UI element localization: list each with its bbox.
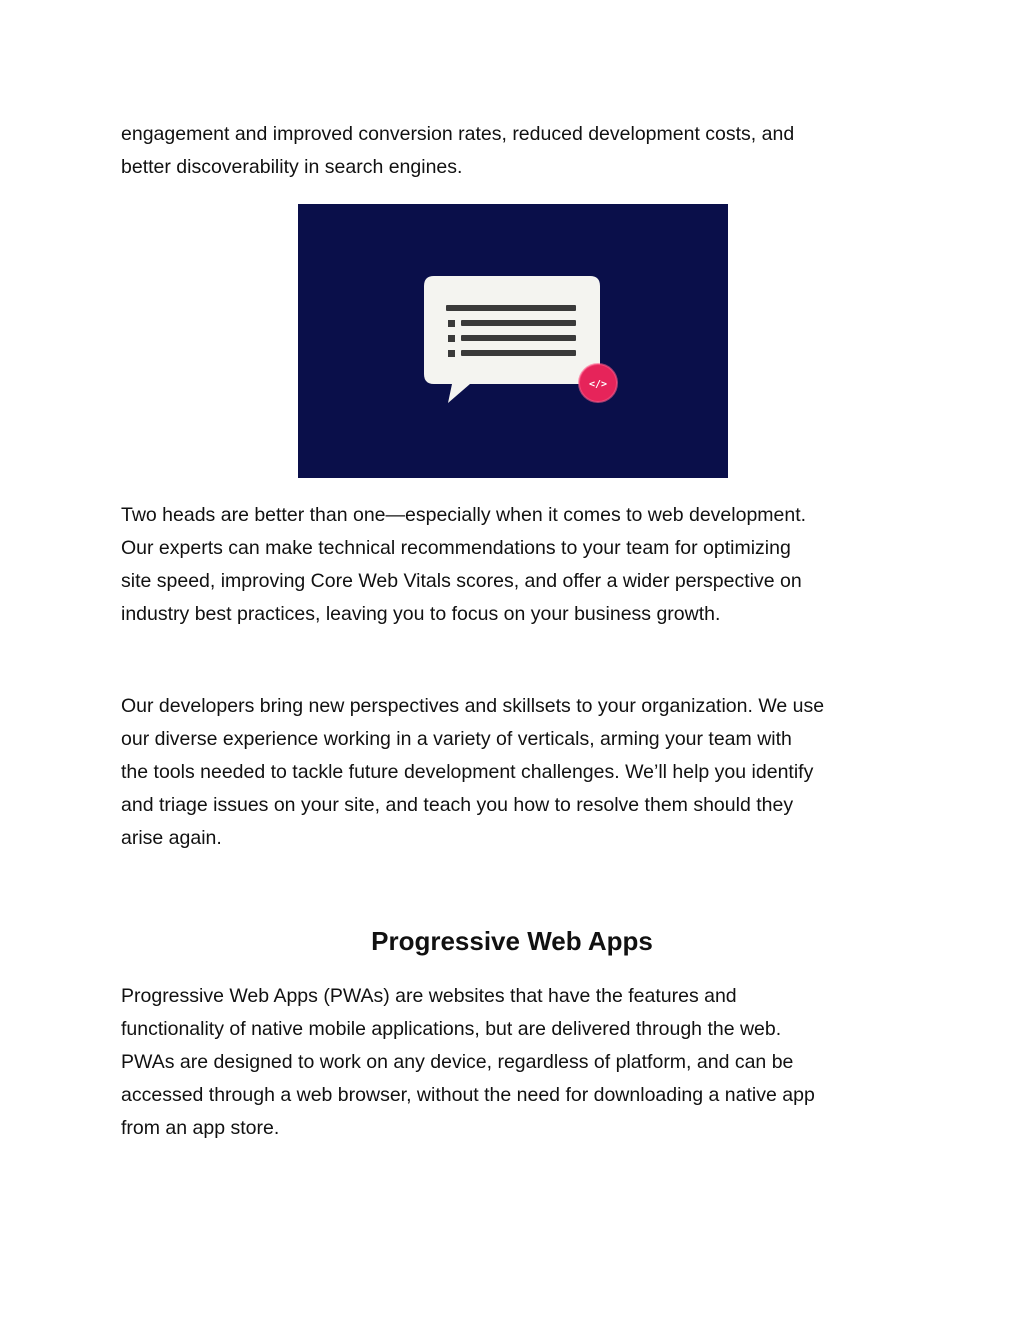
bubble-line <box>446 305 576 311</box>
bubble-bullet <box>448 335 455 342</box>
paragraph-line: arise again. <box>121 827 222 849</box>
intro-paragraph <box>121 118 911 184</box>
chat-bubble-list-icon <box>424 276 600 403</box>
bubble-bullet <box>448 350 455 357</box>
paragraph-line: engagement and improved conversion rates, reduced development costs, and <box>121 123 795 145</box>
paragraph-line: Progressive Web Apps (PWAs) are websites that have the features and <box>121 985 737 1007</box>
paragraph-line: the tools needed to tackle future development challenges. We’ll help you identify <box>121 761 814 783</box>
paragraph-line: our diverse experience working in a variety of verticals, arming your team with <box>121 728 792 750</box>
chat-bubble-illustration <box>298 204 728 478</box>
code-badge-icon <box>579 364 617 402</box>
pwa-heading: Progressive Web Apps <box>371 926 653 956</box>
bubble-bullet <box>448 320 455 327</box>
paragraph-line: accessed through a web browser, without the need for downloading a native app <box>121 1084 815 1106</box>
bubble-line <box>461 350 576 356</box>
paragraph-line: and triage issues on your site, and teach you how to resolve them should they <box>121 794 794 816</box>
code-badge-text: </> <box>588 379 608 390</box>
paragraph-line: functionality of native mobile applications, but are delivered through the web. <box>121 1018 782 1040</box>
paragraph-line: PWAs are designed to work on any device, regardless of platform, and can be <box>121 1051 794 1073</box>
paragraph-line: Our experts can make technical recommendations to your team for optimizing <box>121 537 791 559</box>
experts-paragraph <box>121 499 911 631</box>
pwa-paragraph <box>121 980 911 1145</box>
bubble-line <box>461 335 576 341</box>
paragraph-line: Our developers bring new perspectives and skillsets to your organization. We use <box>121 695 825 717</box>
bubble-line <box>461 320 576 326</box>
paragraph-line: site speed, improving Core Web Vitals scores, and offer a wider perspective on <box>121 570 802 592</box>
paragraph-line: industry best practices, leaving you to focus on your business growth. <box>121 603 721 625</box>
paragraph-line: from an app store. <box>121 1117 280 1139</box>
paragraph-line: Two heads are better than one—especially when it comes to web development. <box>121 504 807 526</box>
paragraph-line: better discoverability in search engines. <box>121 156 463 178</box>
developers-paragraph <box>121 690 911 855</box>
